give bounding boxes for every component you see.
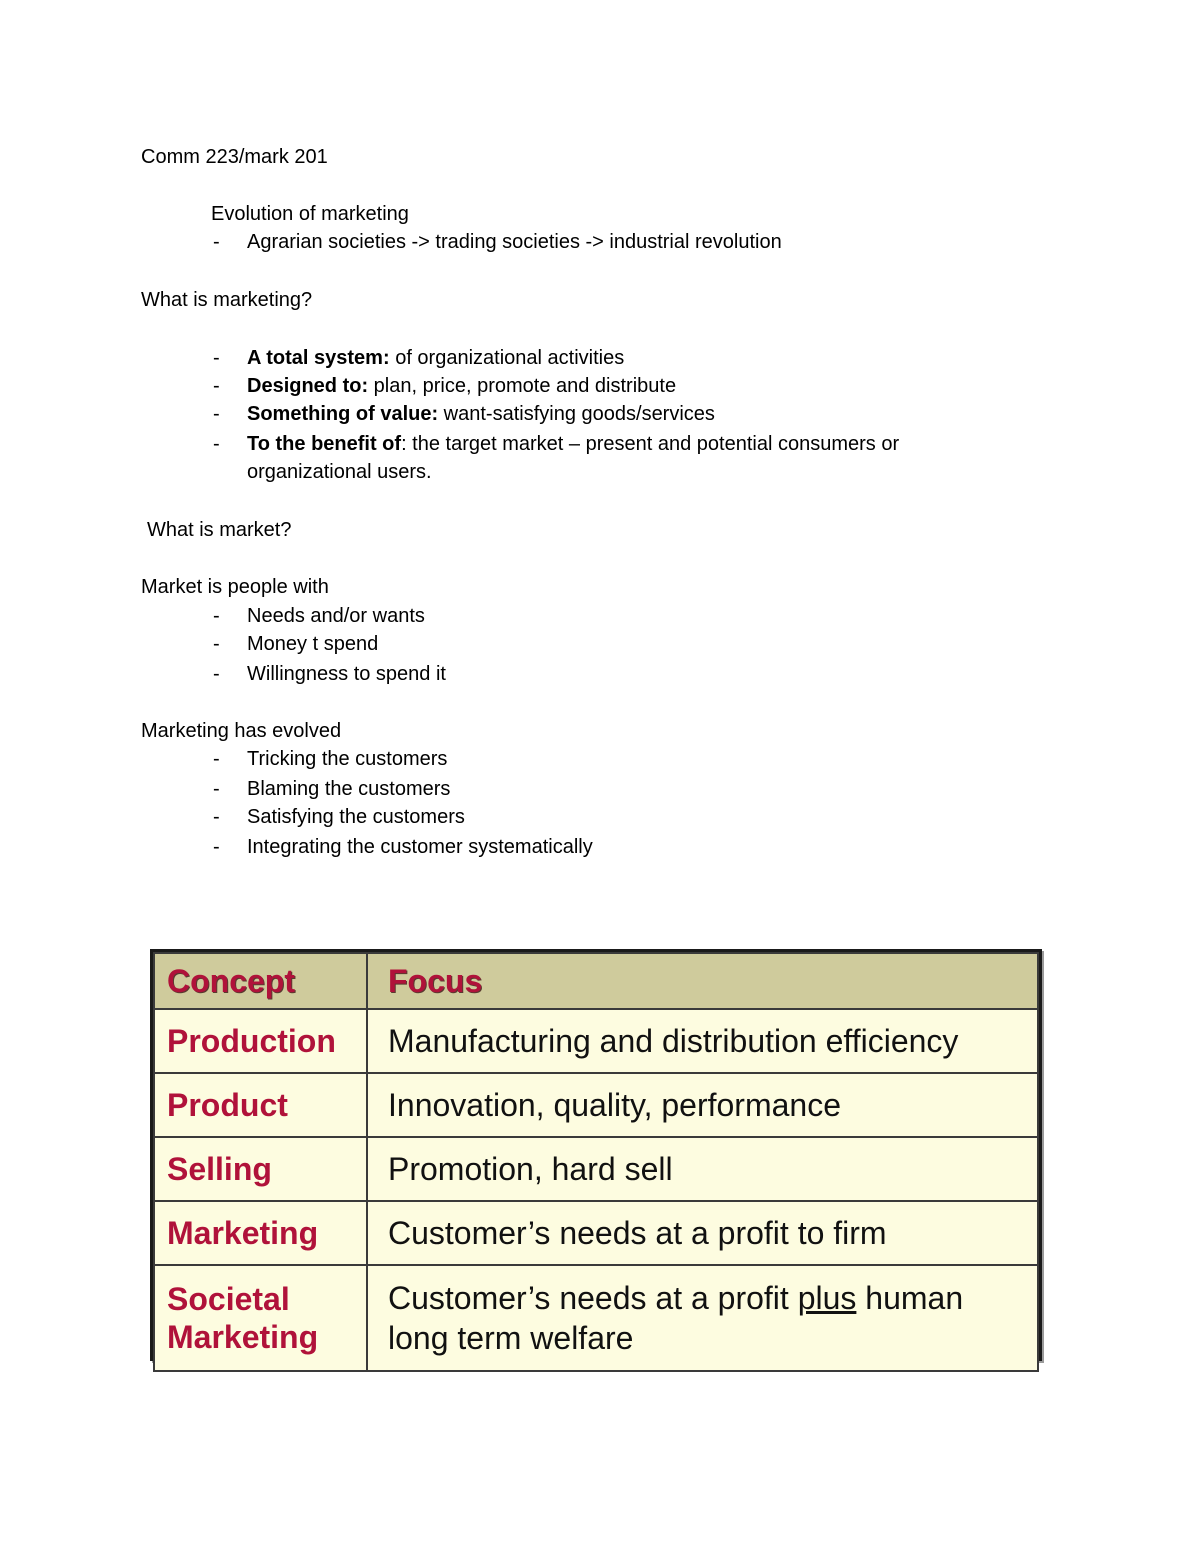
definition-desc: plan, price, promote and distribute bbox=[368, 375, 677, 397]
market-people-item: Money t spend bbox=[247, 633, 379, 655]
focus-text: Customer’s needs at a profit bbox=[388, 1280, 798, 1316]
bullet-dash: - bbox=[213, 433, 220, 455]
market-people-item: Needs and/or wants bbox=[247, 605, 425, 627]
table-row bbox=[154, 1201, 1038, 1265]
bullet-dash: - bbox=[213, 806, 220, 828]
bullet-dash: - bbox=[213, 778, 220, 800]
marketing-evolved-item: Integrating the customer systematically bbox=[247, 836, 593, 858]
bullet-dash: - bbox=[213, 347, 220, 369]
definition-term: Something of value: bbox=[247, 403, 439, 425]
bullet-dash: - bbox=[213, 375, 220, 397]
marketing-evolved-item: Satisfying the customers bbox=[247, 806, 465, 828]
focus-cell: Customer’s needs at a profit to firm bbox=[367, 1201, 1038, 1265]
definition-desc: of organizational activities bbox=[389, 347, 625, 369]
bullet-dash: - bbox=[213, 633, 220, 655]
table-row bbox=[154, 1073, 1038, 1137]
marketing-evolved-item: Blaming the customers bbox=[247, 778, 451, 800]
definition-term: To the benefit of bbox=[247, 433, 402, 455]
concept-cell: Production bbox=[154, 1009, 367, 1073]
table-row bbox=[154, 1009, 1038, 1073]
marketing-concepts-table-image bbox=[150, 949, 1042, 1361]
marketing-concepts-table bbox=[153, 952, 1039, 1372]
definition-desc: want-satisfying goods/services bbox=[438, 403, 715, 425]
bullet-dash: - bbox=[213, 748, 220, 770]
focus-cell bbox=[367, 1265, 1038, 1371]
market-people-heading: Market is people with bbox=[141, 576, 329, 598]
marketing-definition-item bbox=[247, 430, 899, 458]
evolution-item: Agrarian societies -> trading societies -> industrial revolution bbox=[247, 231, 782, 253]
definition-term: A total system: bbox=[247, 347, 390, 369]
table-row bbox=[154, 1137, 1038, 1201]
bullet-dash: - bbox=[213, 663, 220, 685]
course-title: Comm 223/mark 201 bbox=[141, 146, 328, 168]
focus-text: long term welfare bbox=[388, 1320, 634, 1356]
concept-cell: Marketing bbox=[154, 1201, 367, 1265]
table-row bbox=[154, 1265, 1038, 1371]
concept-cell: Product bbox=[154, 1073, 367, 1137]
bullet-dash: - bbox=[213, 231, 220, 253]
marketing-definition-item bbox=[247, 372, 676, 400]
concept-cell bbox=[154, 1265, 367, 1371]
focus-cell: Promotion, hard sell bbox=[367, 1137, 1038, 1201]
concept-cell: Selling bbox=[154, 1137, 367, 1201]
marketing-evolved-item: Tricking the customers bbox=[247, 748, 448, 770]
focus-text: human bbox=[856, 1280, 964, 1316]
definition-desc-continued: organizational users. bbox=[247, 461, 432, 483]
focus-underlined-word: plus bbox=[797, 1280, 857, 1316]
table-header-row bbox=[154, 953, 1038, 1009]
what-is-market-heading: What is market? bbox=[147, 519, 292, 541]
marketing-definition-item bbox=[247, 400, 715, 428]
column-header-focus: Focus bbox=[367, 953, 1038, 1009]
column-header-concept: Concept bbox=[154, 953, 367, 1009]
marketing-definition-item bbox=[247, 344, 624, 372]
concept-line: Societal bbox=[167, 1281, 290, 1317]
evolution-heading: Evolution of marketing bbox=[211, 203, 409, 225]
definition-term: Designed to: bbox=[247, 375, 369, 397]
what-is-marketing-heading: What is marketing? bbox=[141, 289, 313, 311]
bullet-dash: - bbox=[213, 836, 220, 858]
bullet-dash: - bbox=[213, 403, 220, 425]
market-people-item: Willingness to spend it bbox=[247, 663, 446, 685]
bullet-dash: - bbox=[213, 605, 220, 627]
definition-desc: : the target market – present and potential consumers or bbox=[401, 433, 900, 455]
focus-cell: Manufacturing and distribution efficiency bbox=[367, 1009, 1038, 1073]
focus-cell: Innovation, quality, performance bbox=[367, 1073, 1038, 1137]
marketing-evolved-heading: Marketing has evolved bbox=[141, 720, 342, 742]
concept-line: Marketing bbox=[167, 1319, 319, 1355]
